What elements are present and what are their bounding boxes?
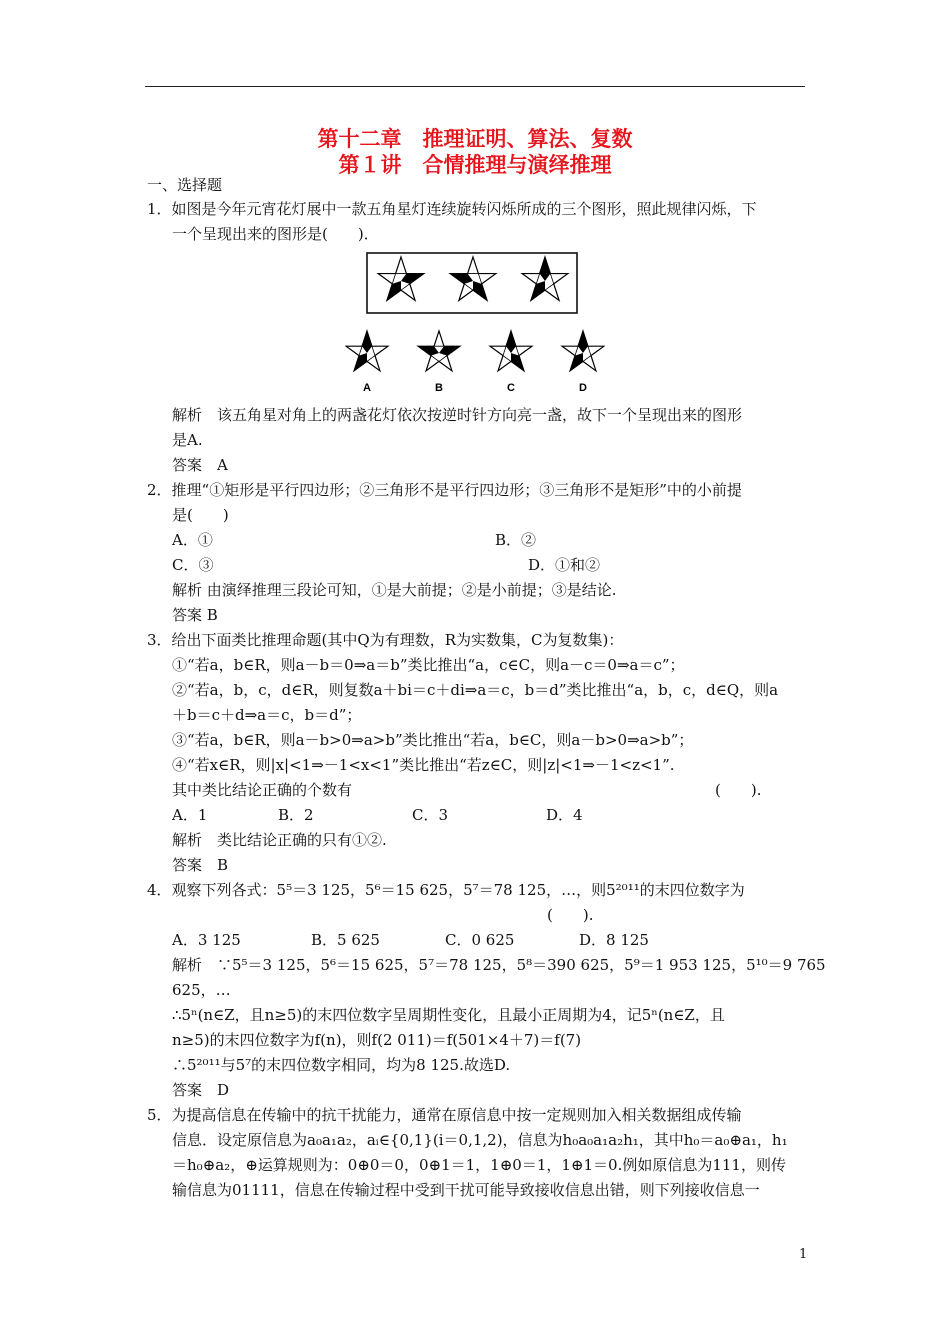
text-line: ＋b＝c＋d⇒a＝c，b＝d”； [172,706,362,724]
text-line: 一个呈现出来的图形是( )． [172,225,379,243]
option-label: C [507,382,515,394]
star-icon [562,331,604,371]
text-line: ∴5²⁰¹¹与5⁷的末四位数字相同，均为8 125.故选D. [172,1056,511,1074]
text-line: C．③ [172,556,214,574]
text-line: A．1 [172,806,208,824]
text-line: 答案 D [172,1081,230,1099]
text-line: 解析 类比结论正确的只有①②. [172,831,387,849]
text-line: C．0 625 [445,931,515,949]
text-line: 4．观察下列各式：5⁵＝3 125，5⁶＝15 625，5⁷＝78 125，…，则5²⁰¹¹的末四位数字为 [147,881,745,899]
text-line: ( ). [547,906,594,924]
option-label: D [579,382,587,394]
text-line: 解析 该五角星对角上的两盏花灯依次按逆时针方向亮一盏，故下一个呈现出来的图形 [172,406,743,424]
star-icon [522,257,568,300]
text-line: 是( ) [172,506,229,524]
chapter-title: 第十二章 推理证明、算法、复数 [317,127,633,151]
text-line: ∴5ⁿ(n∈Z，且n≥5)的末四位数字呈周期性变化，且最小正周期为4，记5ⁿ(n∈Z，且 [172,1006,725,1024]
text-line: 答案 B [172,856,229,874]
text-line: ( ). [715,781,762,799]
text-line: A．3 125 [172,931,241,949]
text-line: D．4 [546,806,583,824]
text-line: ①“若a，b∈R，则a－b＝0⇒a＝b”类比推出“a，c∈C，则a－c＝0⇒a＝c”； [172,656,685,674]
text-line: 解析 由演绎推理三段论可知，①是大前提；②是小前提；③是结论. [172,581,617,599]
text-line: C．3 [412,806,449,824]
star-figure [345,245,605,405]
text-line: ③“若a，b∈R，则a－b>0⇒a>b”类比推出“若a，b∈C，则a－b>0⇒a>b”； [172,731,694,749]
text-line: D．①和② [528,556,601,574]
text-line: D．8 125 [579,931,649,949]
star-icon [450,257,496,300]
star-icon [346,331,388,371]
header-rule [145,86,805,87]
text-line: 625，… [172,981,231,999]
text-line: ④“若x∈R，则|x|<1⇒－1<x<1”类比推出“若z∈C，则|z|<1⇒－1<z<1”. [172,756,675,774]
star-icon [490,331,532,371]
page-number: 1 [799,1247,808,1262]
text-line: A．① [172,531,213,549]
text-line: 5．为提高信息在传输中的抗干扰能力，通常在原信息中按一定规则加入相关数据组成传输 [147,1106,742,1124]
text-line: B．5 625 [311,931,380,949]
text-line: n≥5)的末四位数字为f(n)，则f(2 011)＝f(501×4＋7)＝f(7) [172,1031,582,1049]
star-icon [418,331,460,371]
star-icon [378,257,424,300]
option-label: A [363,382,371,394]
text-line: 一、选择题 [147,176,223,194]
section-title: 第１讲 合情推理与演绎推理 [338,153,612,177]
text-line: 信息．设定原信息为a₀a₁a₂，aᵢ∈{0,1}(i＝0,1,2)，信息为h₀a₀a₁a₂h₁，其中h₀＝a₀⊕a₁，h₁ [172,1131,788,1149]
text-line: 2．推理“①矩形是平行四边形；②三角形不是平行四边形；③三角形不是矩形”中的小前提 [147,481,742,499]
text-line: ＝h₀⊕a₂，⊕运算规则为：0⊕0＝0，0⊕1＝1，1⊕0＝1，1⊕1＝0.例如原信息为111，则传 [172,1156,786,1174]
text-line: 1．如图是今年元宵花灯展中一款五角星灯连续旋转闪烁所成的三个图形，照此规律闪烁，下 [147,200,757,218]
text-line: 答案 A [172,456,228,474]
text-line: 3．给出下面类比推理命题(其中Q为有理数，R为实数集，C为复数集)： [147,631,624,649]
option-label: B [435,382,443,394]
text-line: B．2 [278,806,314,824]
text-line: 是A. [172,431,203,449]
text-line: 解析 ∵5⁵＝3 125，5⁶＝15 625，5⁷＝78 125，5⁸＝390 625，5⁹＝1 953 125，5¹⁰＝9 765 [172,956,826,974]
text-line: 其中类比结论正确的个数有 [172,781,353,799]
text-line: 答案 B [172,606,218,624]
text-line: ②“若a，b，c，d∈R，则复数a＋bi＝c＋di⇒a＝c，b＝d”类比推出“a，b，c，d∈Q，则a [172,681,779,699]
text-line: B．② [495,531,537,549]
text-line: 输信息为01111，信息在传输过程中受到干扰可能导致接收信息出错，则下列接收信息一 [172,1181,760,1199]
